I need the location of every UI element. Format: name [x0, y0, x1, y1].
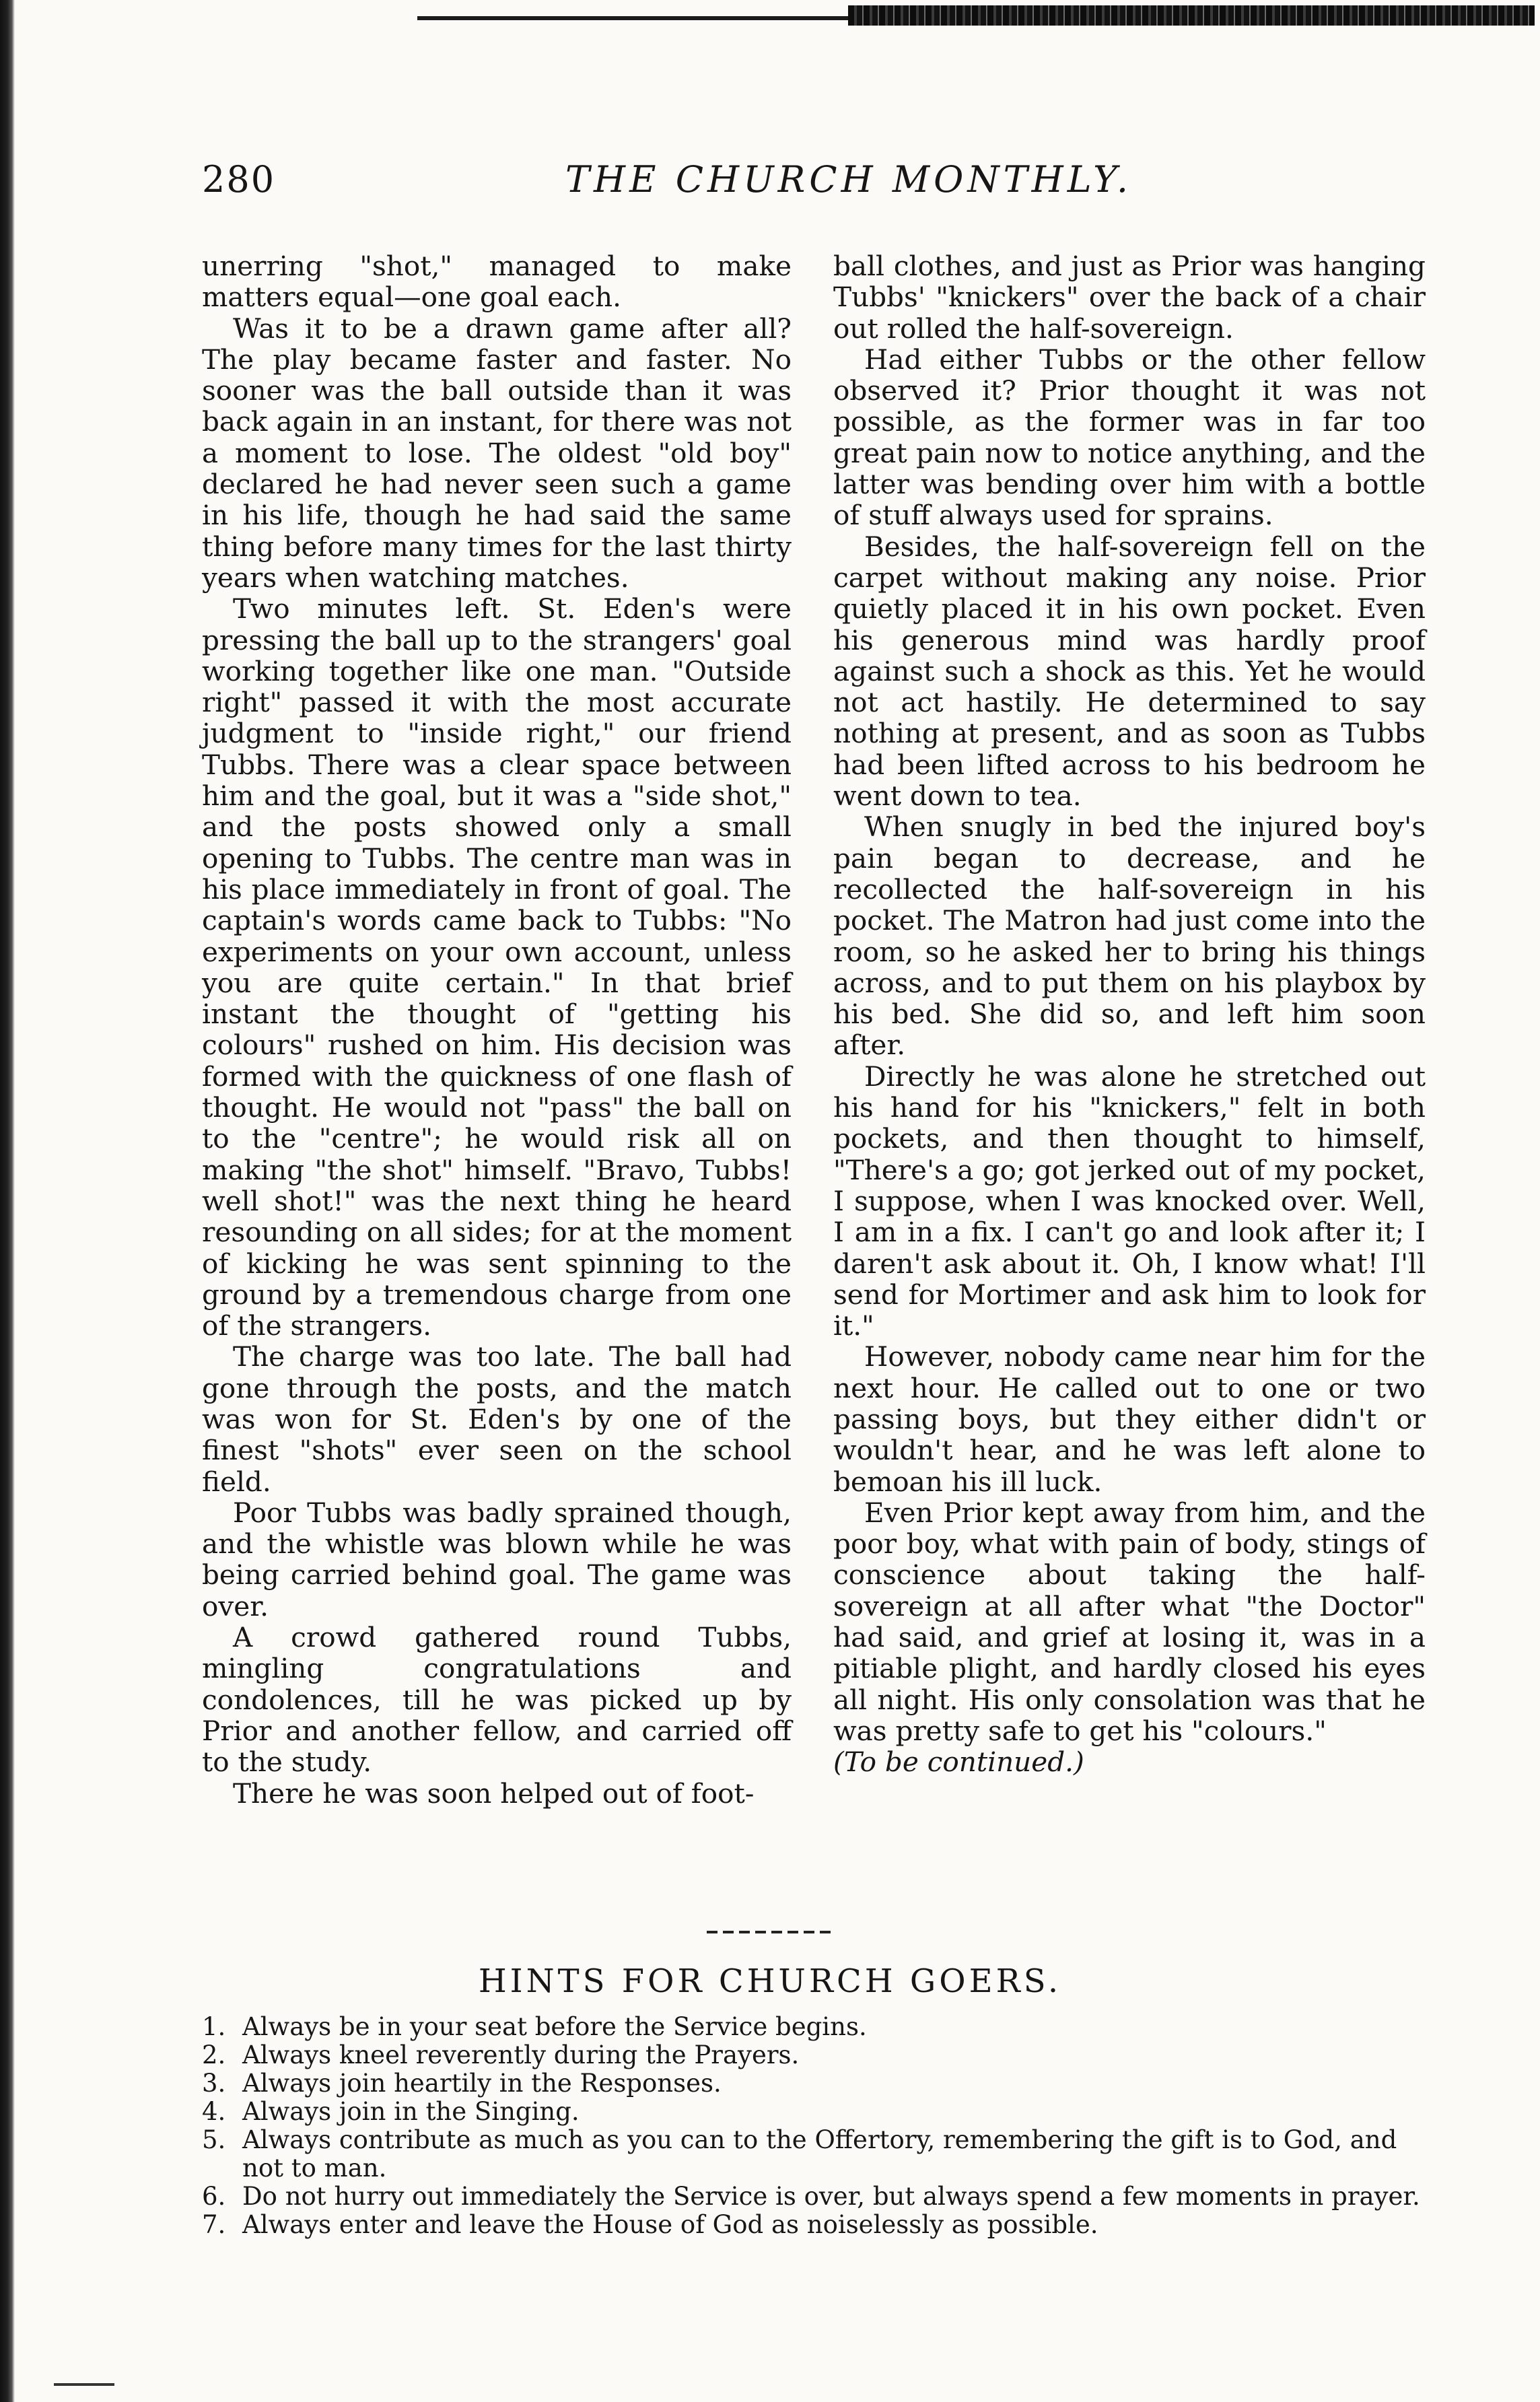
- hint-text: Always enter and leave the House of God as noiselessly as possible.: [242, 2210, 1098, 2239]
- story-paragraph: Poor Tubbs was badly sprained though, and the whistle was blown while he was being carried behind goal. The game was over.: [202, 1496, 792, 1622]
- hint-item: [202, 2183, 1440, 2211]
- story-paragraph: Had either Tubbs or the other fellow observed it? Prior thought it was not possible, as the former was in far too great pain now to notice anything, and the latter was bending over him with a bottle of stuff always used for sprains.: [833, 343, 1426, 532]
- hint-number: 3.: [202, 2069, 226, 2098]
- story-left-column: [202, 250, 792, 1809]
- hint-number: 5.: [202, 2125, 226, 2154]
- to-be-continued-note: (To be continued.): [833, 1746, 1084, 1779]
- story-paragraph: However, nobody came near him for the next hour. He called out to one or two passing boys, but they either didn't or wouldn't hear, and he was left alone to bemoan his ill luck.: [833, 1340, 1426, 1498]
- section-divider: [707, 1931, 835, 1933]
- story-paragraph: The charge was too late. The ball had gone through the posts, and the match was won for St. Eden's by one of the finest "shots" ever seen on the school field.: [202, 1340, 792, 1498]
- hint-text: Always kneel reverently during the Prayers.: [242, 2040, 800, 2069]
- hints-title: HINTS FOR CHURCH GOERS.: [478, 1962, 1062, 2000]
- story-paragraph: Even Prior kept away from him, and the poor boy, what with pain of body, stings of conscience about taking the half-sovereign at all after what "the Doctor" had said, and grief at losing it, was in a pitiable plight, and hardly closed his eyes all night. His only consolation was that he was pretty safe to get his "colours.": [833, 1496, 1426, 1747]
- hints-list: [202, 2013, 1440, 2239]
- bottom-edge-mark: [54, 2383, 114, 2386]
- story-paragraph: There he was soon helped out of foot-: [233, 1777, 755, 1810]
- hint-number: 6.: [202, 2182, 226, 2211]
- hint-text: Always be in your seat before the Service begins.: [242, 2012, 867, 2041]
- story-paragraph: Directly he was alone he stretched out his hand for his "knickers," felt in both pockets, and then thought to himself, "There's a go; got jerked out of my pocket, I suppose, when I was knocked over. Well, I am in a fix. I can't go and look after it; I daren't ask about it. Oh, I know what! I'll send for Mortimer and ask him to look for it.": [833, 1060, 1426, 1342]
- binding-edge-shadow: [0, 0, 15, 2402]
- story-paragraph: Was it to be a drawn game after all? The play became faster and faster. No sooner was the ball outside than it was back again in an instant, for there was not a moment to lose. The oldest "old boy" declared he had never seen such a game in his life, though he had said the same thing before many times for the last thirty years when watching matches.: [202, 312, 792, 594]
- story-paragraph: When snugly in bed the injured boy's pain began to decrease, and he recollected the half-sovereign in his pocket. The Matron had just come into the room, so he asked her to bring his things across, and to put them on his playbox by his bed. She did so, and left him soon after.: [833, 811, 1426, 1062]
- story-right-column: [833, 250, 1426, 1778]
- story-paragraph: Besides, the half-sovereign fell on the carpet without making any noise. Prior quietly placed it in his own pocket. Even his generous mind was hardly proof against such a shock as this. Yet he would not act hastily. He determined to say nothing at present, and as soon as Tubbs had been lifted across to his bedroom he went down to tea.: [833, 530, 1426, 813]
- hint-item: [202, 2098, 1440, 2126]
- top-ornamental-bar: [848, 5, 1535, 26]
- story-paragraph: Two minutes left. St. Eden's were pressing the ball up to the strangers' goal working together like one man. "Outside right" passed it with the most accurate judgment to "inside right," our friend Tubbs. There was a clear space between him and the goal, but it was a "side shot," and the posts showed only a small opening to Tubbs. The centre man was in his place immediately in front of goal. The captain's words came back to Tubbs: "No experiments on your own account, unless you are quite certain." In that brief instant the thought of "getting his colours" rushed on him. His decision was formed with the quickness of one flash of thought. He would not "pass" the ball on to the "centre"; he would risk all on making "the shot" himself. "Bravo, Tubbs! well shot!" was the next thing he heard resounding on all sides; for at the moment of kicking he was sent spinning to the ground by a tremendous charge from one of the strangers.: [202, 592, 792, 1342]
- hint-number: 4.: [202, 2097, 226, 2126]
- story-paragraph: A crowd gathered round Tubbs, mingling congratulations and condolences, till he was picked up by Prior and another fellow, and carried off to the study.: [202, 1621, 792, 1779]
- hint-item: [202, 2211, 1440, 2239]
- hint-text: Always join in the Singing.: [242, 2097, 580, 2126]
- page-header: [202, 158, 1440, 219]
- story-paragraph: unerring "shot," managed to make matters equal—one goal each.: [202, 250, 792, 314]
- hint-text: Always join heartily in the Responses.: [242, 2069, 722, 2098]
- hint-item: [202, 2069, 1440, 2098]
- hint-number: 7.: [202, 2210, 226, 2239]
- hint-text: Do not hurry out immediately the Service is over, but always spend a few moments in prayer.: [242, 2182, 1420, 2211]
- top-border-band: [417, 3, 1535, 27]
- hint-number: 2.: [202, 2040, 226, 2069]
- hint-item: [202, 2041, 1440, 2069]
- hint-item: [202, 2126, 1440, 2183]
- running-title: THE CHURCH MONTHLY.: [565, 158, 1133, 201]
- hint-number: 1.: [202, 2012, 226, 2041]
- hint-text: Always contribute as much as you can to the Offertory, remembering the gift is to God, and not to man.: [242, 2125, 1397, 2183]
- page-number: 280: [202, 158, 276, 201]
- story-paragraph: ball clothes, and just as Prior was hanging Tubbs' "knickers" over the back of a chair out rolled the half-sovereign.: [833, 250, 1426, 345]
- hint-item: [202, 2013, 1440, 2041]
